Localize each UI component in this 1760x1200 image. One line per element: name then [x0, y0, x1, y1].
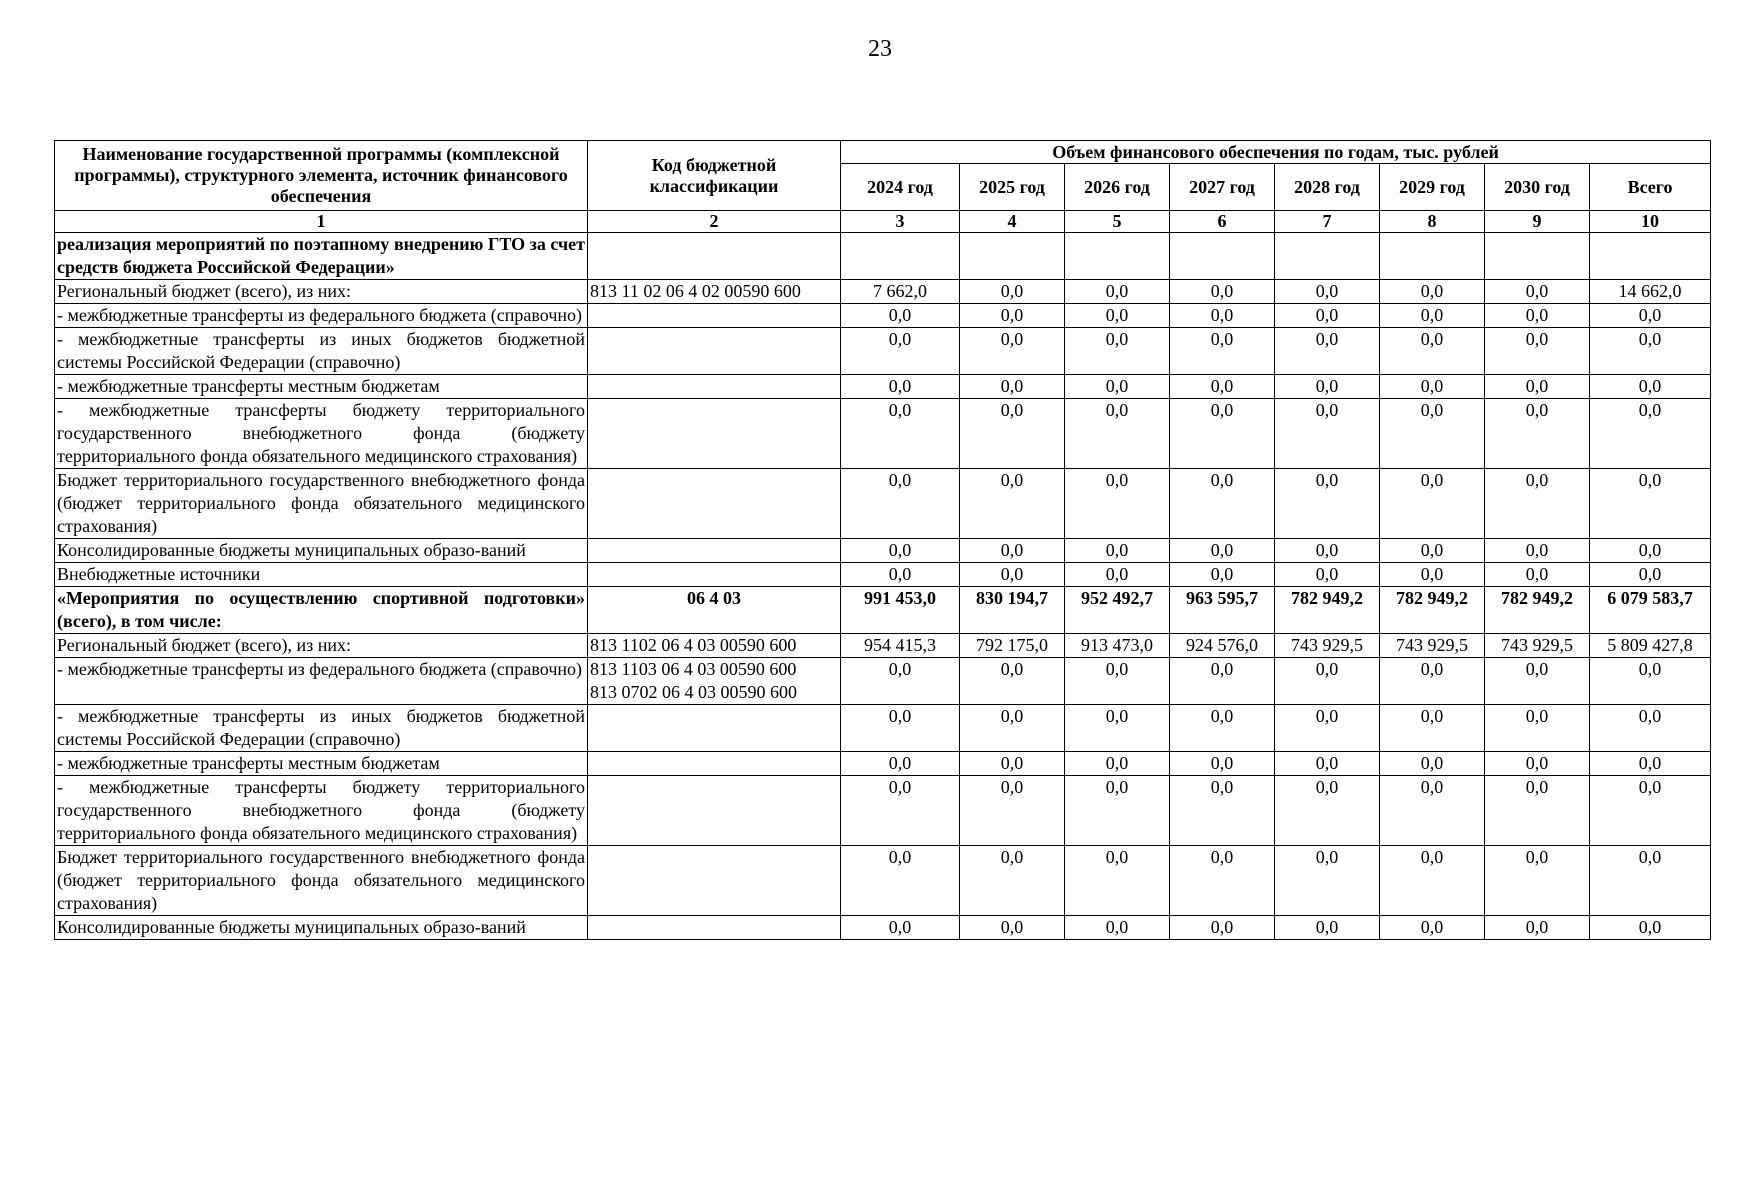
- row-total: 0,0: [1590, 399, 1711, 469]
- column-number: 1: [55, 211, 588, 233]
- row-year-value: 0,0: [841, 846, 960, 916]
- row-name: - межбюджетные трансферты из федерального бюджета (справочно): [55, 304, 588, 328]
- row-year-value: 0,0: [1275, 375, 1380, 399]
- row-year-value: 0,0: [1065, 563, 1170, 587]
- row-year-value: 0,0: [1380, 539, 1485, 563]
- row-year-value: 0,0: [1065, 846, 1170, 916]
- row-code: [588, 280, 841, 304]
- row-year-value: 0,0: [1170, 776, 1275, 846]
- row-year-value: 782 949,2: [1380, 587, 1485, 634]
- row-total: 0,0: [1590, 563, 1711, 587]
- row-code: [588, 705, 841, 752]
- table-row: [55, 399, 1711, 469]
- table-row: [55, 233, 1711, 280]
- row-year-value: 0,0: [1275, 399, 1380, 469]
- table-row: [55, 916, 1711, 940]
- row-name: - межбюджетные трансферты местным бюджетам: [55, 375, 588, 399]
- row-year-value: 0,0: [960, 304, 1065, 328]
- budget-code: 813 1102 06 4 03 00590 600: [590, 635, 797, 655]
- row-year-value: 0,0: [1065, 705, 1170, 752]
- row-year-value: [960, 233, 1065, 280]
- row-name: «Мероприятия по осуществлению спортивной подготовки» (всего), в том числе:: [55, 587, 588, 634]
- row-year-value: 0,0: [1275, 469, 1380, 539]
- row-year-value: 0,0: [960, 469, 1065, 539]
- row-code: [588, 539, 841, 563]
- row-year-value: 0,0: [1275, 776, 1380, 846]
- row-code: [588, 634, 841, 658]
- row-name: Внебюджетные источники: [55, 563, 588, 587]
- column-number: 8: [1380, 211, 1485, 233]
- row-year-value: 0,0: [1485, 916, 1590, 940]
- table-row: [55, 375, 1711, 399]
- table-row: [55, 280, 1711, 304]
- row-year-value: 0,0: [1485, 328, 1590, 375]
- row-year-value: 0,0: [841, 752, 960, 776]
- row-year-value: [1275, 233, 1380, 280]
- header-year: 2028 год: [1275, 164, 1380, 211]
- row-year-value: 0,0: [960, 776, 1065, 846]
- row-year-value: 0,0: [1485, 375, 1590, 399]
- row-year-value: 0,0: [1065, 304, 1170, 328]
- row-year-value: 0,0: [1065, 776, 1170, 846]
- row-name: Бюджет территориального государственного внебюджетного фонда (бюджет территориального фонда обязательного медицинского страхования): [55, 469, 588, 539]
- header-code-column: Код бюджетной классификации: [588, 141, 841, 211]
- header-year: 2029 год: [1380, 164, 1485, 211]
- row-year-value: 0,0: [1170, 916, 1275, 940]
- row-total: 0,0: [1590, 539, 1711, 563]
- row-year-value: 0,0: [1275, 846, 1380, 916]
- row-year-value: 782 949,2: [1275, 587, 1380, 634]
- row-year-value: [1170, 233, 1275, 280]
- header-volume-column: Объем финансового обеспечения по годам, тыс. рублей: [841, 141, 1711, 164]
- row-year-value: 0,0: [1065, 469, 1170, 539]
- row-name: Региональный бюджет (всего), из них:: [55, 634, 588, 658]
- column-number-row: [55, 211, 1711, 233]
- row-year-value: 913 473,0: [1065, 634, 1170, 658]
- row-year-value: 0,0: [1275, 705, 1380, 752]
- table-row: [55, 563, 1711, 587]
- row-year-value: 0,0: [1170, 658, 1275, 705]
- row-year-value: 0,0: [1485, 469, 1590, 539]
- table-header: [55, 141, 1711, 233]
- table-row: [55, 705, 1711, 752]
- row-name: Бюджет территориального государственного внебюджетного фонда (бюджет территориального фонда обязательного медицинского страхования): [55, 846, 588, 916]
- row-year-value: 0,0: [1170, 328, 1275, 375]
- row-year-value: 0,0: [1380, 328, 1485, 375]
- row-year-value: 0,0: [1170, 539, 1275, 563]
- header-year: 2025 год: [960, 164, 1065, 211]
- header-year: 2026 год: [1065, 164, 1170, 211]
- row-year-value: 0,0: [1275, 328, 1380, 375]
- row-year-value: 0,0: [1065, 658, 1170, 705]
- row-name: - межбюджетные трансферты бюджету территориального государственного внебюджетного фонда (бюджету территориального фонда обязательного медицинского страхования): [55, 776, 588, 846]
- row-year-value: 0,0: [1065, 328, 1170, 375]
- row-year-value: 0,0: [1275, 563, 1380, 587]
- row-name: - межбюджетные трансферты бюджету территориального государственного внебюджетного фонда (бюджету территориального фонда обязательного медицинского страхования): [55, 399, 588, 469]
- row-total: 0,0: [1590, 916, 1711, 940]
- row-year-value: 0,0: [960, 752, 1065, 776]
- row-year-value: 0,0: [1065, 399, 1170, 469]
- row-code: [588, 658, 841, 705]
- table-row: [55, 328, 1711, 375]
- row-year-value: 0,0: [1380, 776, 1485, 846]
- header-name-column: Наименование государственной программы (комплексной программы), структурного элемента, источник финансового обеспечения: [55, 141, 588, 211]
- table-row: [55, 634, 1711, 658]
- row-year-value: 0,0: [960, 563, 1065, 587]
- header-year: 2030 год: [1485, 164, 1590, 211]
- column-number: 2: [588, 211, 841, 233]
- row-year-value: 0,0: [1485, 776, 1590, 846]
- row-year-value: 0,0: [1380, 469, 1485, 539]
- row-year-value: 0,0: [841, 563, 960, 587]
- row-name: - межбюджетные трансферты из федерального бюджета (справочно): [55, 658, 588, 705]
- row-year-value: 0,0: [1275, 539, 1380, 563]
- row-year-value: 0,0: [1485, 304, 1590, 328]
- row-year-value: 0,0: [1275, 280, 1380, 304]
- row-year-value: 0,0: [960, 658, 1065, 705]
- table-row: [55, 752, 1711, 776]
- row-year-value: 0,0: [1065, 916, 1170, 940]
- table-row: [55, 776, 1711, 846]
- row-year-value: 830 194,7: [960, 587, 1065, 634]
- row-year-value: 0,0: [841, 469, 960, 539]
- row-year-value: 0,0: [1485, 399, 1590, 469]
- row-total: [1590, 233, 1711, 280]
- row-code: [588, 776, 841, 846]
- row-year-value: 0,0: [1485, 846, 1590, 916]
- row-year-value: 0,0: [1380, 916, 1485, 940]
- row-year-value: 0,0: [1380, 658, 1485, 705]
- row-total: 0,0: [1590, 469, 1711, 539]
- budget-code: 813 0702 06 4 03 00590 600: [590, 682, 797, 702]
- row-year-value: 743 929,5: [1275, 634, 1380, 658]
- table-row: [55, 304, 1711, 328]
- budget-code: 813 11 02 06 4 02 00590 600: [590, 281, 801, 301]
- row-year-value: 0,0: [960, 375, 1065, 399]
- row-year-value: 0,0: [1170, 375, 1275, 399]
- row-year-value: 782 949,2: [1485, 587, 1590, 634]
- row-year-value: 0,0: [1380, 399, 1485, 469]
- row-name: - межбюджетные трансферты местным бюджетам: [55, 752, 588, 776]
- row-code: [588, 399, 841, 469]
- row-year-value: 0,0: [1275, 752, 1380, 776]
- row-year-value: 0,0: [960, 705, 1065, 752]
- budget-code: 813 1103 06 4 03 00590 600: [590, 659, 797, 679]
- row-total: 6 079 583,7: [1590, 587, 1711, 634]
- row-year-value: 0,0: [1065, 752, 1170, 776]
- page-number: 23: [868, 36, 892, 62]
- row-year-value: 0,0: [1170, 469, 1275, 539]
- row-code: [588, 233, 841, 280]
- row-year-value: 924 576,0: [1170, 634, 1275, 658]
- row-year-value: 952 492,7: [1065, 587, 1170, 634]
- column-number: 6: [1170, 211, 1275, 233]
- row-code: [588, 752, 841, 776]
- row-year-value: 0,0: [1380, 846, 1485, 916]
- budget-code: 06 4 03: [687, 588, 741, 608]
- row-year-value: 991 453,0: [841, 587, 960, 634]
- row-total: 0,0: [1590, 752, 1711, 776]
- row-year-value: 0,0: [1380, 563, 1485, 587]
- column-number: 3: [841, 211, 960, 233]
- row-year-value: 0,0: [1275, 916, 1380, 940]
- row-year-value: 0,0: [1485, 563, 1590, 587]
- row-year-value: 0,0: [1380, 705, 1485, 752]
- row-year-value: 0,0: [1170, 304, 1275, 328]
- table-row: [55, 587, 1711, 634]
- header-year: 2024 год: [841, 164, 960, 211]
- column-number: 7: [1275, 211, 1380, 233]
- row-year-value: 0,0: [960, 846, 1065, 916]
- row-year-value: 0,0: [841, 776, 960, 846]
- row-year-value: 0,0: [1170, 846, 1275, 916]
- row-total: 0,0: [1590, 776, 1711, 846]
- row-year-value: 0,0: [1380, 304, 1485, 328]
- row-code: [588, 563, 841, 587]
- row-year-value: 0,0: [960, 916, 1065, 940]
- row-year-value: 0,0: [1275, 304, 1380, 328]
- row-year-value: 0,0: [1485, 280, 1590, 304]
- row-year-value: 0,0: [841, 304, 960, 328]
- row-total: 14 662,0: [1590, 280, 1711, 304]
- row-total: 0,0: [1590, 705, 1711, 752]
- row-year-value: 0,0: [841, 328, 960, 375]
- row-code: [588, 304, 841, 328]
- row-year-value: 0,0: [1065, 539, 1170, 563]
- row-year-value: 743 929,5: [1485, 634, 1590, 658]
- row-year-value: 963 595,7: [1170, 587, 1275, 634]
- row-total: 5 809 427,8: [1590, 634, 1711, 658]
- row-code: [588, 375, 841, 399]
- row-year-value: 0,0: [1170, 752, 1275, 776]
- row-total: 0,0: [1590, 375, 1711, 399]
- row-code: [588, 846, 841, 916]
- row-year-value: [1485, 233, 1590, 280]
- row-year-value: 0,0: [841, 539, 960, 563]
- row-total: 0,0: [1590, 658, 1711, 705]
- budget-table: [54, 140, 1711, 940]
- row-year-value: 0,0: [960, 280, 1065, 304]
- row-name: реализация мероприятий по поэтапному внедрению ГТО за счет средств бюджета Российской Федерации»: [55, 233, 588, 280]
- row-year-value: 0,0: [1170, 280, 1275, 304]
- column-number: 5: [1065, 211, 1170, 233]
- row-year-value: 0,0: [1485, 705, 1590, 752]
- row-year-value: 0,0: [841, 399, 960, 469]
- row-name: Консолидированные бюджеты муниципальных образо-ваний: [55, 916, 588, 940]
- table-row: [55, 469, 1711, 539]
- row-code: [588, 328, 841, 375]
- row-year-value: 954 415,3: [841, 634, 960, 658]
- row-year-value: 0,0: [841, 916, 960, 940]
- row-year-value: 0,0: [960, 399, 1065, 469]
- row-name: Региональный бюджет (всего), из них:: [55, 280, 588, 304]
- row-total: 0,0: [1590, 846, 1711, 916]
- row-code: [588, 469, 841, 539]
- row-year-value: 0,0: [1380, 375, 1485, 399]
- row-name: Консолидированные бюджеты муниципальных образо-ваний: [55, 539, 588, 563]
- row-year-value: 792 175,0: [960, 634, 1065, 658]
- row-year-value: 0,0: [960, 328, 1065, 375]
- row-year-value: 7 662,0: [841, 280, 960, 304]
- row-total: 0,0: [1590, 304, 1711, 328]
- row-year-value: 0,0: [1485, 658, 1590, 705]
- row-year-value: 0,0: [841, 375, 960, 399]
- table-body: [55, 233, 1711, 940]
- row-year-value: [841, 233, 960, 280]
- row-year-value: [1380, 233, 1485, 280]
- column-number: 4: [960, 211, 1065, 233]
- row-year-value: 0,0: [1485, 539, 1590, 563]
- row-year-value: 0,0: [1170, 399, 1275, 469]
- header-year: 2027 год: [1170, 164, 1275, 211]
- row-year-value: 0,0: [1065, 375, 1170, 399]
- row-name: - межбюджетные трансферты из иных бюджетов бюджетной системы Российской Федерации (справочно): [55, 705, 588, 752]
- row-name: - межбюджетные трансферты из иных бюджетов бюджетной системы Российской Федерации (справочно): [55, 328, 588, 375]
- row-year-value: 0,0: [841, 705, 960, 752]
- header-total: Всего: [1590, 164, 1711, 211]
- row-code: [588, 587, 841, 634]
- row-year-value: 0,0: [1380, 280, 1485, 304]
- row-year-value: 0,0: [1065, 280, 1170, 304]
- column-number: 10: [1590, 211, 1711, 233]
- row-year-value: 0,0: [841, 658, 960, 705]
- row-total: 0,0: [1590, 328, 1711, 375]
- row-year-value: 743 929,5: [1380, 634, 1485, 658]
- row-year-value: 0,0: [1485, 752, 1590, 776]
- row-year-value: 0,0: [1380, 752, 1485, 776]
- column-number: 9: [1485, 211, 1590, 233]
- table-row: [55, 846, 1711, 916]
- row-year-value: 0,0: [960, 539, 1065, 563]
- row-year-value: 0,0: [1170, 705, 1275, 752]
- row-code: [588, 916, 841, 940]
- row-year-value: [1065, 233, 1170, 280]
- row-year-value: 0,0: [1170, 563, 1275, 587]
- row-year-value: 0,0: [1275, 658, 1380, 705]
- table-row: [55, 658, 1711, 705]
- table-row: [55, 539, 1711, 563]
